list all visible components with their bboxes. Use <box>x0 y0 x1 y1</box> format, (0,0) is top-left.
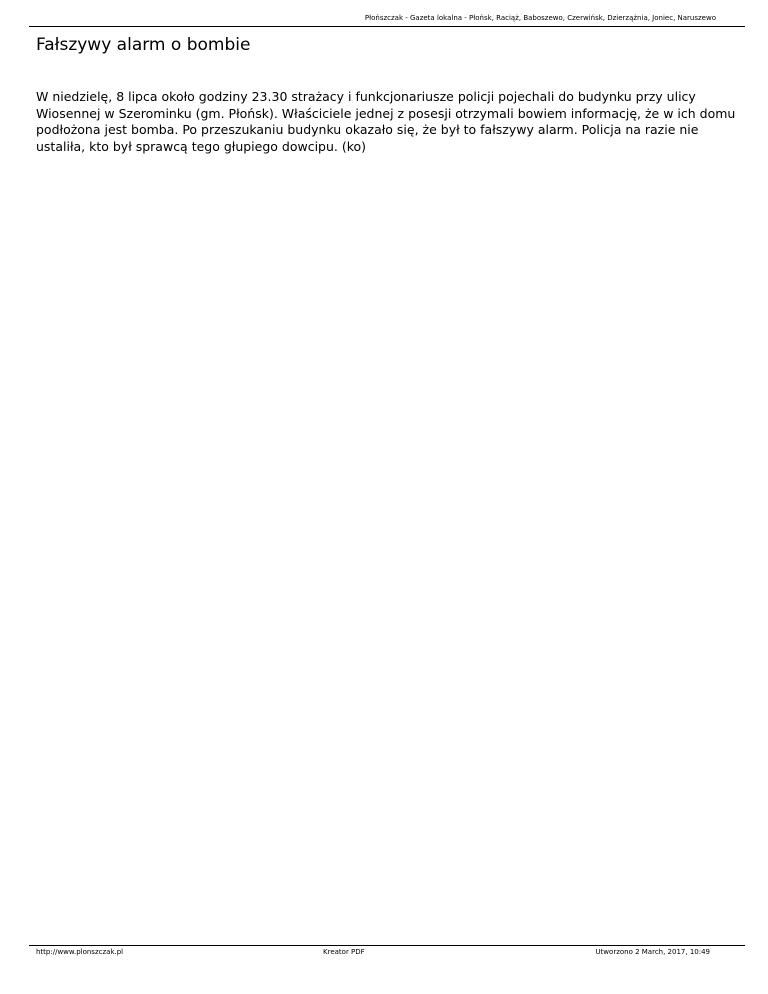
page-header: Płońszczak - Gazeta lokalna - Płońsk, Raciąż, Baboszewo, Czerwińsk, Dzierzążnia, Joniec, Naruszewo <box>364 14 716 22</box>
article-title: Fałszywy alarm o bombie <box>36 35 251 55</box>
footer-divider <box>29 945 745 946</box>
footer-created-date: Utworzono 2 March, 2017, 10:49 <box>595 948 710 956</box>
article-body: W niedzielę, 8 lipca około godziny 23.30 strażacy i funkcjonariusze policji pojechali do budynku przy ulicy Wiosennej w Szerominku (gm. Płońsk). Właściciele jednej z posesji otrzymali bowiem informację, że w ich domu podłożona jest bomba. Po przeszukaniu budynku okazało się, że był to fałszywy alarm. Policja na razie nie ustaliła, kto był sprawcą tego głupiego dowcipu. (ko) <box>36 89 736 154</box>
footer-generator: Kreator PDF <box>323 948 365 956</box>
footer-url: http://www.plonszczak.pl <box>36 948 124 956</box>
header-divider <box>29 26 745 27</box>
